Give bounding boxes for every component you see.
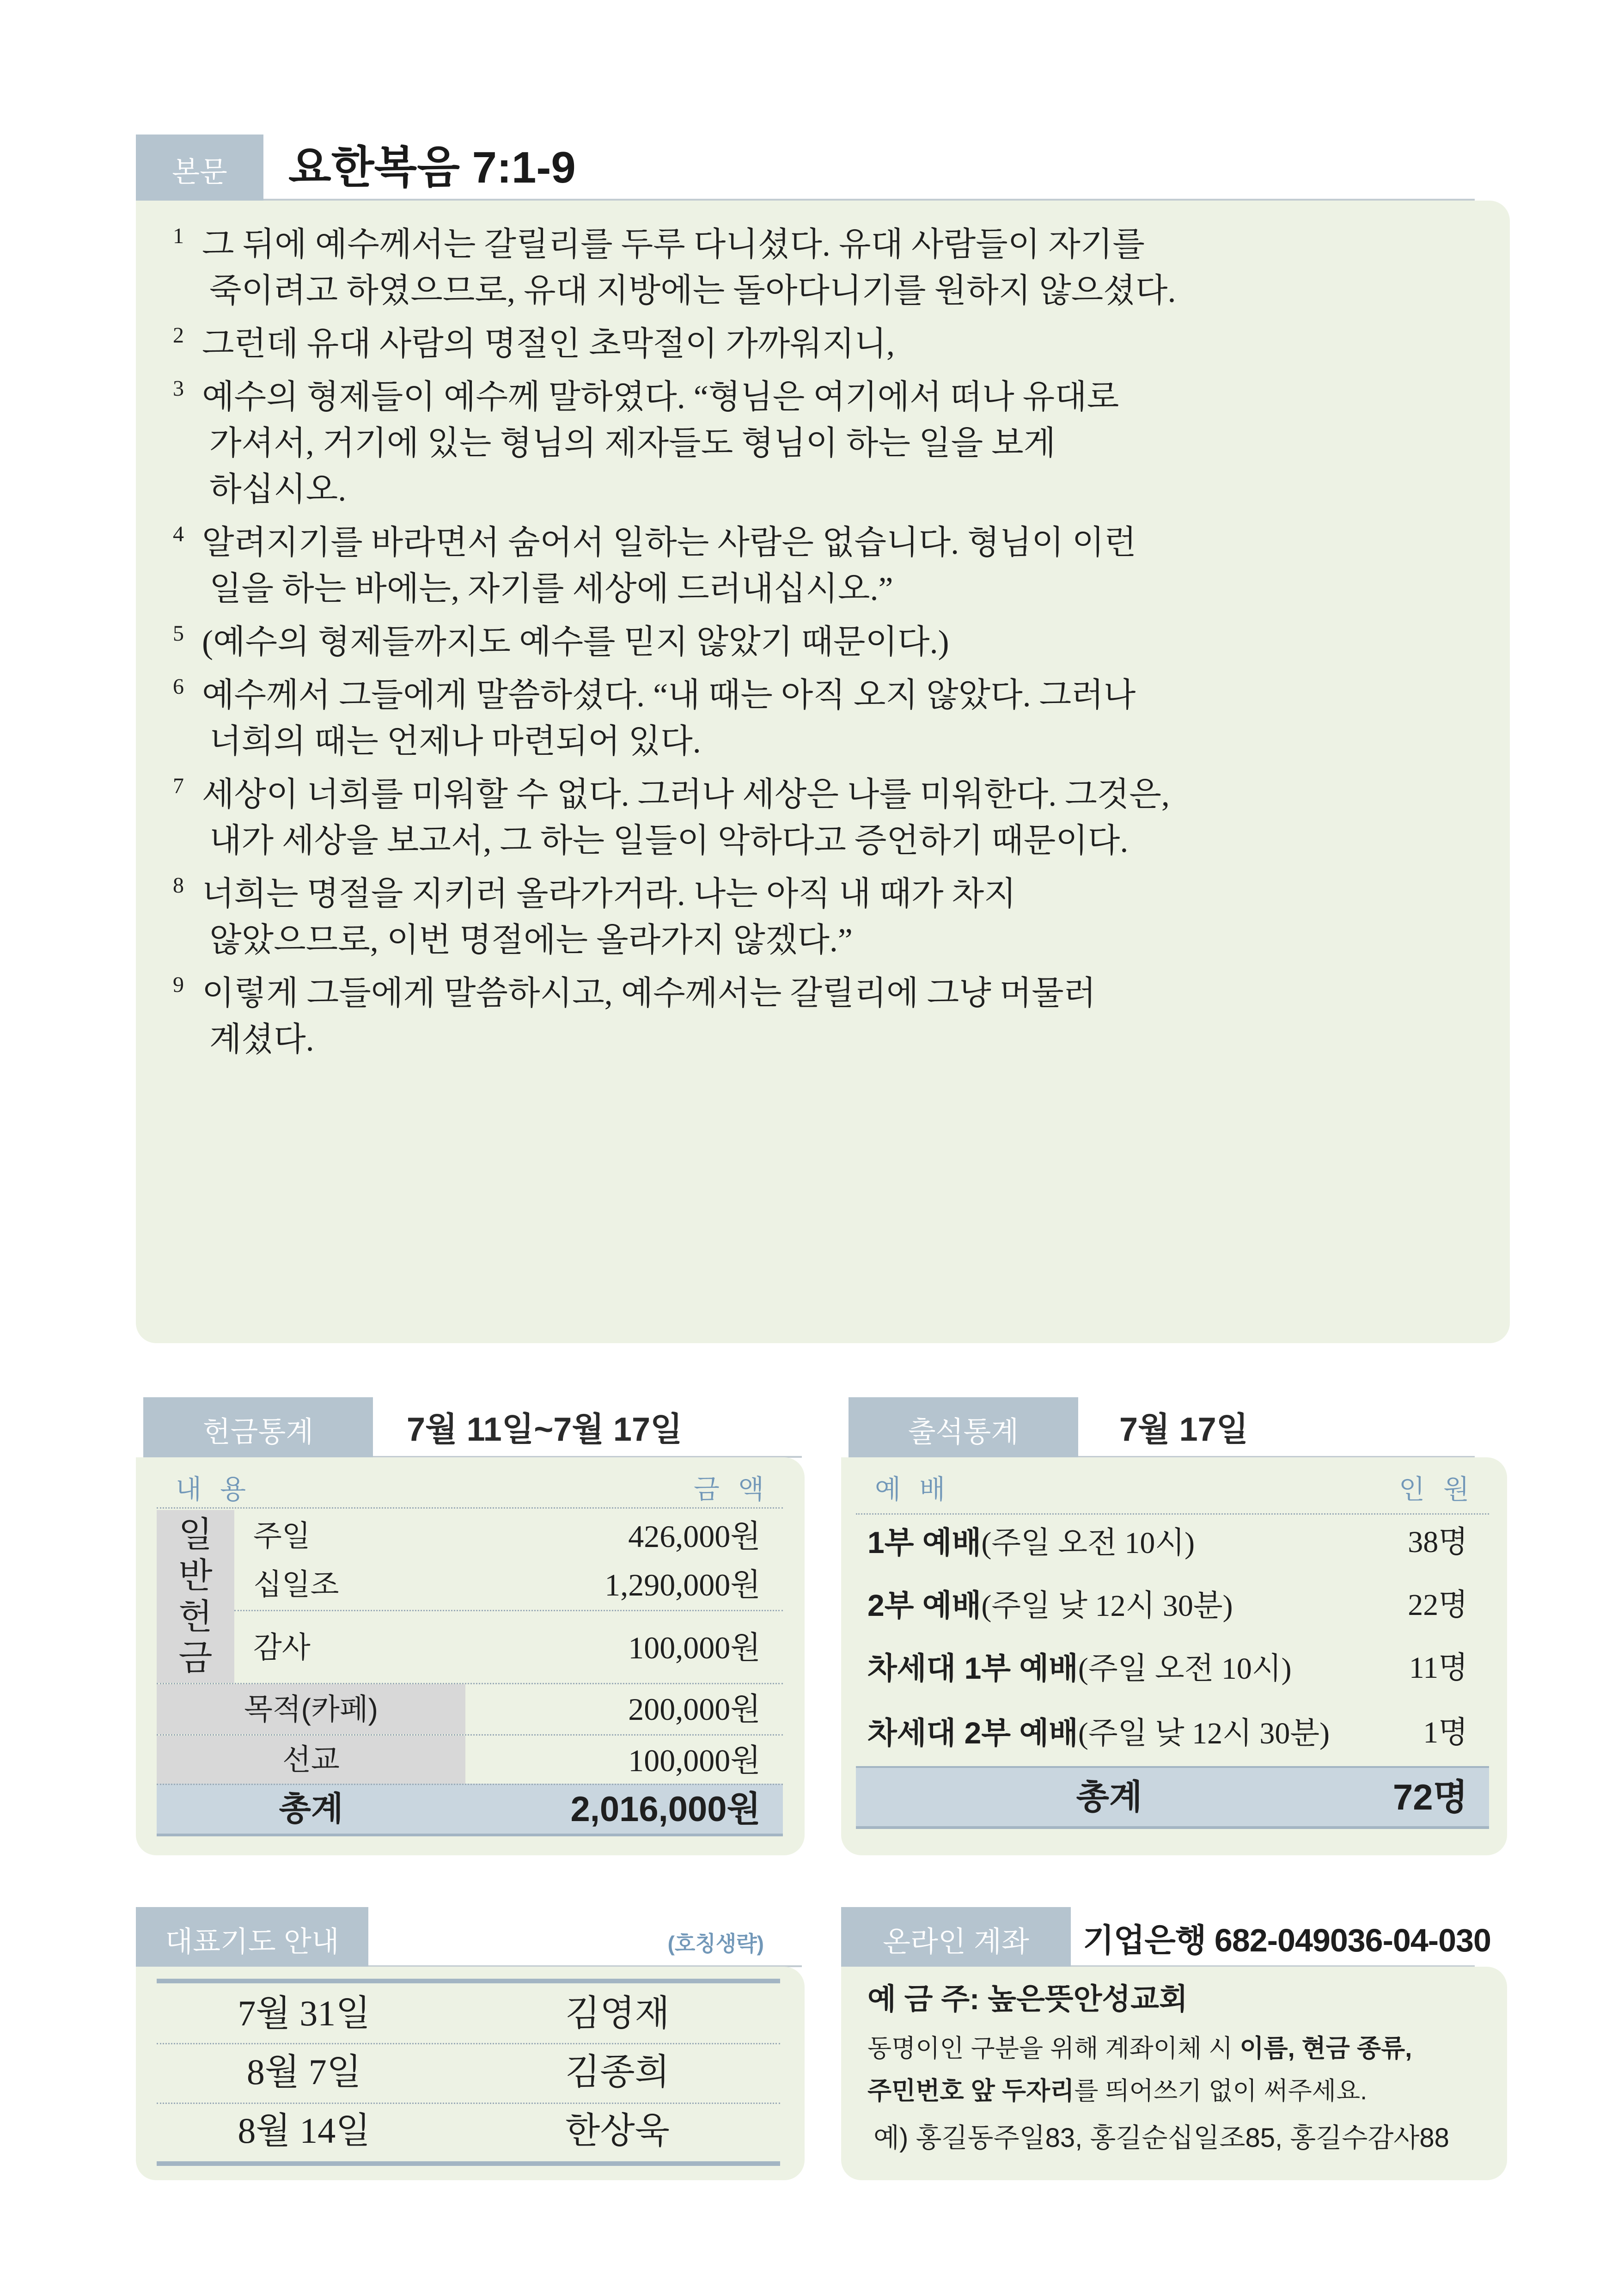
row-divider: [234, 1610, 783, 1611]
verse-number: 5: [173, 621, 184, 646]
offering-amount: 426,000원: [628, 1519, 761, 1554]
offering-panel: [136, 1457, 805, 1855]
attendance-header-count: 인 원: [1398, 1474, 1475, 1504]
verse-line: 세상이 너희를 미워할 수 없다. 그러나 세상은 나를 미워한다. 그것은,: [202, 776, 1170, 813]
transfer-notice-line: [867, 2073, 1367, 2110]
verse-number: 1: [173, 224, 184, 248]
service-name: 1부 예배: [867, 1525, 982, 1559]
offering-header-item: 내 용: [176, 1474, 252, 1504]
service-time: (주일 오전 10시): [981, 1526, 1195, 1560]
verse: [136, 970, 1510, 1063]
attendance-count: 1명: [1423, 1716, 1468, 1749]
attendance-header-divider: [856, 1513, 1489, 1515]
online-account-tab: 온라인 계좌: [841, 1907, 1071, 1967]
service-time: (주일 오전 10시): [1078, 1652, 1292, 1686]
offering-item: 감사: [253, 1631, 311, 1664]
offering-tab: 헌금통계: [143, 1397, 373, 1457]
notice-emphasis: 주민번호 앞 두자리: [867, 2077, 1075, 2105]
attendance-total-count: 72명: [1392, 1777, 1468, 1817]
offering-header-divider: [157, 1507, 783, 1509]
attendance-total-row: [856, 1766, 1489, 1829]
prayer-note: (호칭생략): [667, 1932, 764, 1956]
scripture-title: 요한복음 7:1-9: [288, 143, 576, 192]
verse-number: 6: [173, 674, 184, 699]
prayer-tab: 대표기도 안내: [136, 1907, 368, 1967]
prayer-leader: 한상욱: [565, 2110, 670, 2151]
notice-emphasis: 이름, 현금 종류,: [1239, 2035, 1412, 2062]
prayer-date: 8월 7일: [246, 2052, 362, 2092]
prayer-panel: [136, 1967, 805, 2180]
service-time: (주일 낮 12시 30분): [981, 1589, 1233, 1623]
attendance-tab: 출석통계: [849, 1397, 1078, 1457]
verse-number: 3: [173, 376, 184, 401]
attendance-row: [867, 1582, 1233, 1628]
verse-line: 내가 세상을 보고서, 그 하는 일들이 악하다고 증언하기 때문이다.: [209, 822, 1129, 859]
special-offering-item: 선교: [157, 1736, 465, 1784]
offering-amount: 100,000원: [628, 1630, 761, 1665]
verse: [136, 520, 1510, 612]
verse: [136, 871, 1510, 963]
offering-period: 7월 11일~7월 17일: [407, 1411, 683, 1448]
service-name: 차세대 1부 예배: [867, 1651, 1078, 1685]
offering-total-amount: 2,016,000원: [570, 1790, 761, 1829]
attendance-row: [867, 1645, 1292, 1691]
verse-line: 예수께서 그들에게 말씀하셨다. “내 때는 아직 오지 않았다. 그러나: [202, 677, 1136, 714]
verse-line: (예수의 형제들까지도 예수를 믿지 않았기 때문이다.): [202, 624, 949, 660]
prayer-leader: 김영재: [565, 1993, 670, 2033]
verse: [136, 221, 1510, 314]
offering-header-amount: 금 액: [693, 1474, 769, 1504]
offering-amount: 200,000원: [628, 1692, 761, 1727]
verse-line: 예수의 형제들이 예수께 말하였다. “형님은 여기에서 떠나 유대로: [202, 379, 1119, 416]
general-offering-label: 일반헌금: [157, 1510, 234, 1683]
offering-total-label: 총계: [279, 1791, 343, 1828]
attendance-count: 38명: [1408, 1525, 1468, 1559]
bank-account-number: 기업은행 682-049036-04-030: [1083, 1922, 1491, 1958]
offering-item: 주일: [253, 1520, 311, 1553]
verse-line: 하십시오.: [209, 471, 347, 508]
service-name: 2부 예배: [867, 1588, 982, 1622]
attendance-count: 22명: [1408, 1588, 1468, 1622]
verse-number: 4: [173, 522, 184, 546]
offering-total-row: [157, 1784, 783, 1836]
prayer-table-top-rule: [157, 1979, 780, 1983]
verse-number: 2: [173, 323, 184, 348]
transfer-notice-line: [867, 2030, 1412, 2067]
verse-number: 7: [173, 774, 184, 798]
verse-line: 가셔서, 거기에 있는 형님의 제자들도 형님이 하는 일을 보게: [209, 425, 1056, 462]
verse-line: 않았으므로, 이번 명절에는 올라가지 않겠다.”: [209, 922, 853, 959]
offering-amount: 1,290,000원: [604, 1567, 761, 1602]
verse-line: 너희는 명절을 지키러 올라가거라. 나는 아직 내 때가 차지: [202, 875, 1016, 912]
verse-line: 너희의 때는 언제나 마련되어 있다.: [209, 723, 701, 760]
verse-number: 9: [173, 972, 184, 997]
verse: [136, 672, 1510, 764]
online-account-panel: [841, 1967, 1507, 2180]
verse-list: [136, 221, 1510, 1063]
attendance-total-label: 총계: [1076, 1778, 1142, 1816]
verse-line: 그 뒤에 예수께서는 갈릴리를 두루 다니셨다. 유대 사람들이 자기를: [202, 226, 1145, 263]
notice-text: 동명이인 구분을 위해 계좌이체 시: [867, 2035, 1240, 2062]
notice-text: 를 띄어쓰기 없이 써주세요.: [1074, 2077, 1368, 2105]
service-time: (주일 낮 12시 30분): [1078, 1717, 1330, 1750]
verse-line: 알려지기를 바라면서 숨어서 일하는 사람은 없습니다. 형님이 이런: [202, 524, 1136, 561]
offering-item: 십일조: [253, 1568, 339, 1601]
service-name: 차세대 2부 예배: [867, 1716, 1078, 1750]
verse-line: 일을 하는 바에는, 자기를 세상에 드러내십시오.”: [209, 570, 893, 607]
attendance-row: [867, 1710, 1330, 1756]
verse-line: 그런데 유대 사람의 명절인 초막절이 가까워지니,: [202, 325, 895, 362]
verse-line: 이렇게 그들에게 말씀하시고, 예수께서는 갈릴리에 그냥 머물러: [202, 975, 1096, 1012]
attendance-header-service: 예 배: [875, 1474, 951, 1504]
verse: [136, 619, 1510, 665]
transfer-example: 예) 홍길동주일83, 홍길순십일조85, 홍길수감사88: [873, 2123, 1449, 2153]
scripture-tab: 본문: [136, 135, 263, 201]
attendance-count: 11명: [1409, 1651, 1468, 1685]
special-offering-item: 목적(카페): [157, 1684, 465, 1734]
account-holder: 예 금 주: 높은뜻안성교회: [867, 1982, 1188, 2016]
prayer-date: 7월 31일: [238, 1993, 371, 2033]
verse-line: 계셨다.: [209, 1021, 314, 1058]
attendance-row: [867, 1519, 1195, 1565]
attendance-panel: [841, 1457, 1507, 1855]
verse-line: 죽이려고 하였으므로, 유대 지방에는 돌아다니기를 원하지 않으셨다.: [209, 272, 1176, 309]
prayer-table-bottom-rule: [157, 2161, 780, 2166]
offering-amount: 100,000원: [628, 1743, 761, 1778]
verse: [136, 321, 1510, 367]
prayer-leader: 김종희: [565, 2052, 670, 2092]
attendance-date: 7월 17일: [1119, 1411, 1249, 1448]
prayer-date: 8월 14일: [238, 2110, 371, 2151]
verse: [136, 374, 1510, 513]
verse: [136, 771, 1510, 864]
verse-number: 8: [173, 873, 184, 898]
scripture-panel: [136, 201, 1510, 1343]
